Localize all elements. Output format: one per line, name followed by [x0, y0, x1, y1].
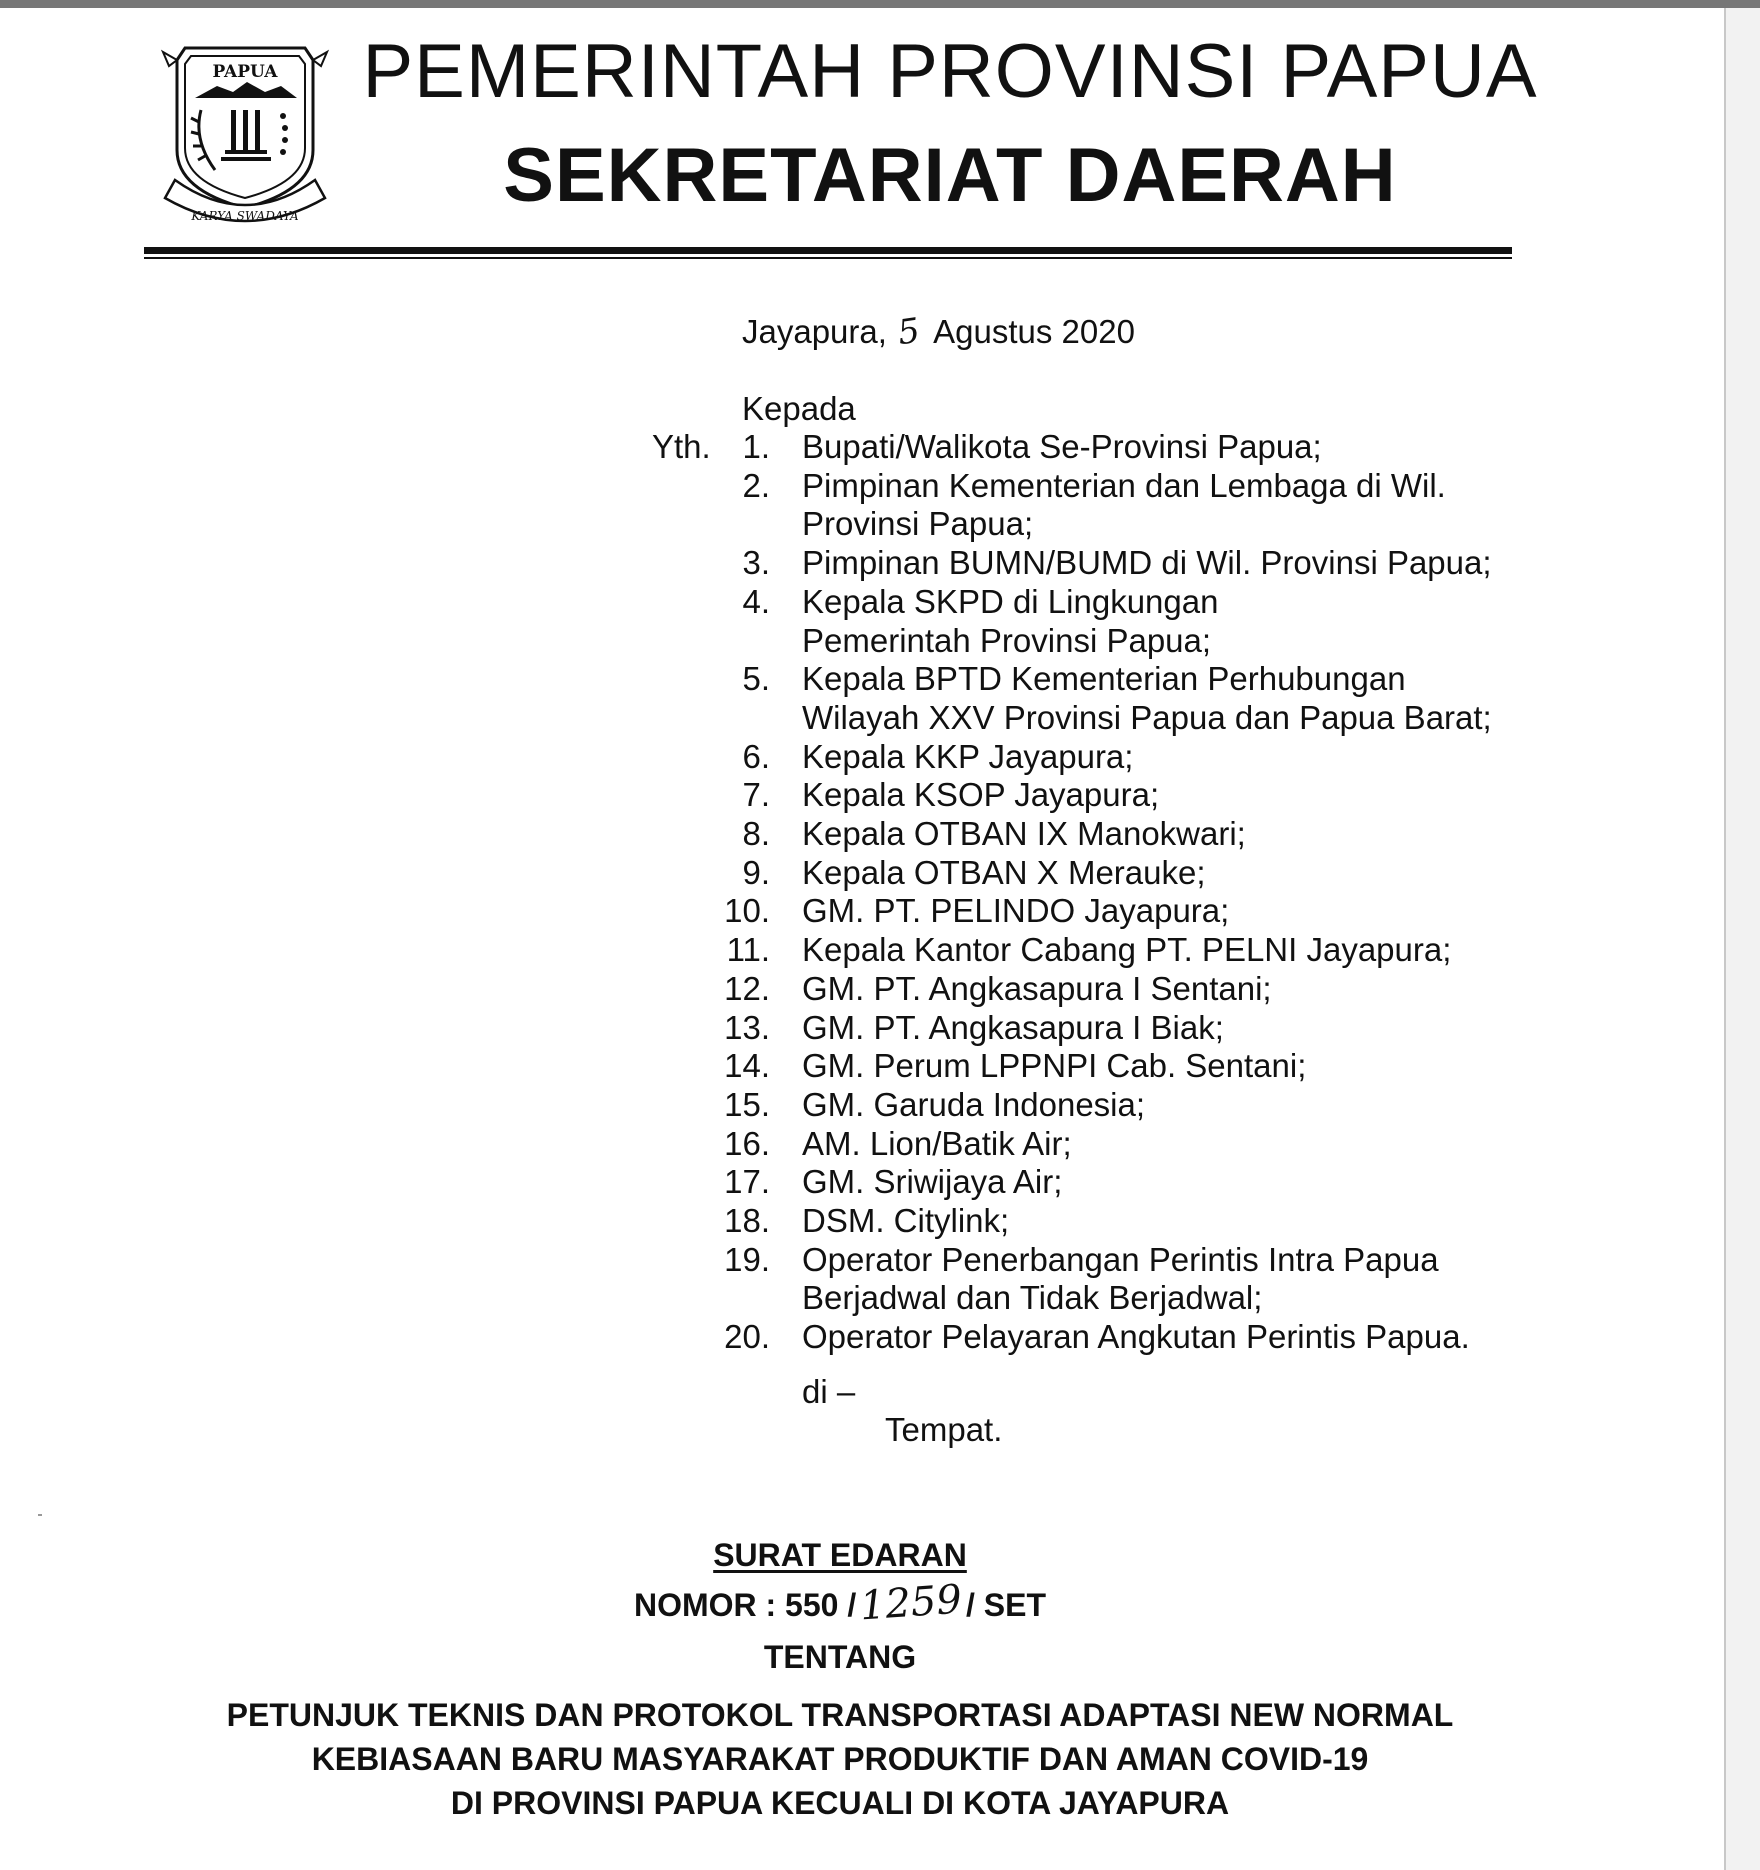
recipient-item — [700, 1086, 1560, 1125]
recipient-number: 14. — [724, 1047, 770, 1085]
recipient-text-line: GM. PT. Angkasapura I Sentani; — [802, 969, 1272, 1007]
recipient-number: 2. — [742, 466, 770, 504]
recipient-item — [700, 892, 1560, 931]
recipient-item — [700, 738, 1560, 777]
recipient-number: 17. — [724, 1163, 770, 1201]
date-month-year: Agustus 2020 — [933, 313, 1135, 350]
recipient-item — [700, 1009, 1560, 1048]
recipient-text — [770, 467, 1446, 544]
recipient-text — [770, 970, 1272, 1009]
kepada-label: Kepada — [742, 390, 856, 427]
recipient-text — [770, 1009, 1224, 1048]
recipient-item — [700, 931, 1560, 970]
recipient-text — [770, 1241, 1439, 1318]
recipient-number: 15. — [724, 1085, 770, 1123]
recipient-text-line: GM. Sriwijaya Air; — [802, 1163, 1063, 1201]
letter-date — [742, 310, 1135, 354]
page-edge-scrollbar-track — [1724, 8, 1726, 1870]
recipient-number: 13. — [724, 1008, 770, 1046]
scan-speck — [38, 1514, 42, 1516]
recipient-number: 1. — [742, 428, 770, 465]
circular-title: SURAT EDARAN — [713, 1537, 967, 1573]
recipient-text-line: Kepala Kantor Cabang PT. PELNI Jayapura; — [802, 931, 1452, 969]
circular-number — [0, 1576, 1680, 1630]
recipient-item — [700, 583, 1560, 660]
recipient-number: 16. — [724, 1124, 770, 1162]
recipient-text-line: Operator Pelayaran Angkutan Perintis Papua. — [802, 1318, 1470, 1356]
recipient-number: 5. — [742, 660, 770, 698]
recipient-text-line: Kepala KSOP Jayapura; — [802, 776, 1160, 814]
recipient-text-line: Kepala OTBAN X Merauke; — [802, 853, 1206, 891]
recipient-item — [700, 660, 1560, 737]
recipient-item — [700, 1047, 1560, 1086]
recipient-item — [700, 815, 1560, 854]
recipient-text — [770, 892, 1229, 931]
recipient-text — [770, 815, 1246, 854]
recipient-text — [770, 931, 1451, 970]
recipient-text-line: Kepala OTBAN IX Manokwari; — [802, 815, 1246, 853]
recipient-text-line: Pemerintah Provinsi Papua; — [802, 621, 1212, 659]
recipient-number: 3. — [742, 544, 770, 582]
recipient-text — [770, 660, 1492, 737]
recipient-text — [770, 854, 1206, 893]
recipient-number: 9. — [742, 853, 770, 891]
recipient-text — [770, 428, 1322, 467]
recipient-number: 8. — [742, 815, 770, 853]
recipient-number: 4. — [742, 582, 770, 620]
recipient-text — [770, 1086, 1145, 1125]
recipient-text-line: Kepala SKPD di Lingkungan — [802, 582, 1219, 620]
nomor-suffix: / SET — [966, 1587, 1047, 1623]
letterhead-title-government: PEMERINTAH PROVINSI PAPUA — [362, 29, 1538, 114]
recipient-text — [770, 1125, 1072, 1164]
papua-coat-of-arms-logo — [155, 30, 335, 230]
recipient-text — [770, 1047, 1306, 1086]
recipient-text — [770, 544, 1492, 583]
recipient-text — [770, 738, 1133, 777]
recipient-text-line: GM. PT. Angkasapura I Biak; — [802, 1008, 1224, 1046]
recipient-text-line: DSM. Citylink; — [802, 1202, 1010, 1240]
recipient-item — [700, 1318, 1560, 1357]
recipient-number: 7. — [742, 776, 770, 814]
recipient-text — [770, 1163, 1062, 1202]
recipient-number: 12. — [724, 969, 770, 1007]
tempat-label: Tempat. — [885, 1411, 1003, 1448]
recipient-number: 11. — [726, 931, 770, 969]
viewer-top-bar — [0, 0, 1760, 8]
recipient-text-line: Bupati/Walikota Se-Provinsi Papua; — [802, 428, 1322, 465]
recipient-number: 18. — [724, 1202, 770, 1240]
recipient-text-line: AM. Lion/Batik Air; — [802, 1124, 1072, 1162]
recipient-text-line: Wilayah XXV Provinsi Papua dan Papua Barat; — [802, 698, 1492, 736]
recipient-number: 20. — [724, 1318, 770, 1356]
recipient-text-line: Kepala KKP Jayapura; — [802, 737, 1134, 775]
recipient-text-line: GM. Garuda Indonesia; — [802, 1085, 1146, 1123]
recipient-list — [700, 428, 1560, 1357]
recipient-text-line: Kepala BPTD Kementerian Perhubungan — [802, 660, 1406, 698]
recipient-text-line: Berjadwal dan Tidak Berjadwal; — [802, 1279, 1263, 1317]
recipient-item — [700, 970, 1560, 1009]
recipient-number: 6. — [742, 737, 770, 775]
subject-line-3: DI PROVINSI PAPUA KECUALI DI KOTA JAYAPURA — [450, 1785, 1230, 1821]
date-place: Jayapura, — [742, 313, 887, 350]
letterhead-rule-thin — [144, 257, 1512, 259]
recipient-text — [770, 776, 1159, 815]
recipient-item — [700, 428, 1560, 467]
di-label: di – — [802, 1373, 856, 1410]
recipient-item — [700, 1163, 1560, 1202]
recipient-text-line: GM. Perum LPPNPI Cab. Sentani; — [802, 1047, 1307, 1085]
recipient-text-line: Pimpinan BUMN/BUMD di Wil. Provinsi Papua; — [802, 544, 1492, 582]
recipient-item — [700, 1241, 1560, 1318]
svg-text:PAPUA: PAPUA — [212, 62, 278, 82]
tentang-label: TENTANG — [763, 1639, 917, 1675]
recipient-item — [700, 1125, 1560, 1164]
yth-label: Yth. — [652, 428, 711, 465]
recipient-text — [770, 583, 1218, 660]
date-day-handwritten: 5 — [895, 310, 923, 354]
recipient-number: 19. — [724, 1240, 770, 1278]
letterhead-title-secretariat: SEKRETARIAT DAERAH — [503, 133, 1397, 218]
recipient-text-line: Operator Penerbangan Perintis Intra Papua — [802, 1240, 1439, 1278]
recipient-item — [700, 854, 1560, 893]
subject-line-1: PETUNJUK TEKNIS DAN PROTOKOL TRANSPORTASI ADAPTASI NEW NORMAL — [226, 1697, 1454, 1733]
svg-text:KARYA SWADAYA: KARYA SWADAYA — [191, 209, 299, 223]
recipient-text-line: GM. PT. PELINDO Jayapura; — [802, 892, 1230, 930]
letterhead-rule-thick — [144, 247, 1512, 254]
recipient-text — [770, 1318, 1470, 1357]
nomor-prefix: NOMOR : 550 / — [633, 1587, 857, 1623]
recipient-item — [700, 467, 1560, 544]
recipient-item — [700, 544, 1560, 583]
subject-line-2: KEBIASAAN BARU MASYARAKAT PRODUKTIF DAN AMAN COVID-19 — [311, 1741, 1369, 1777]
recipient-number: 10. — [724, 892, 770, 930]
recipient-item — [700, 1202, 1560, 1241]
recipient-text-line: Pimpinan Kementerian dan Lembaga di Wil. — [802, 466, 1446, 504]
recipient-text — [770, 1202, 1009, 1241]
recipient-item — [700, 776, 1560, 815]
nomor-handwritten: 1259 — [858, 1576, 964, 1630]
recipient-text-line: Provinsi Papua; — [802, 505, 1034, 543]
